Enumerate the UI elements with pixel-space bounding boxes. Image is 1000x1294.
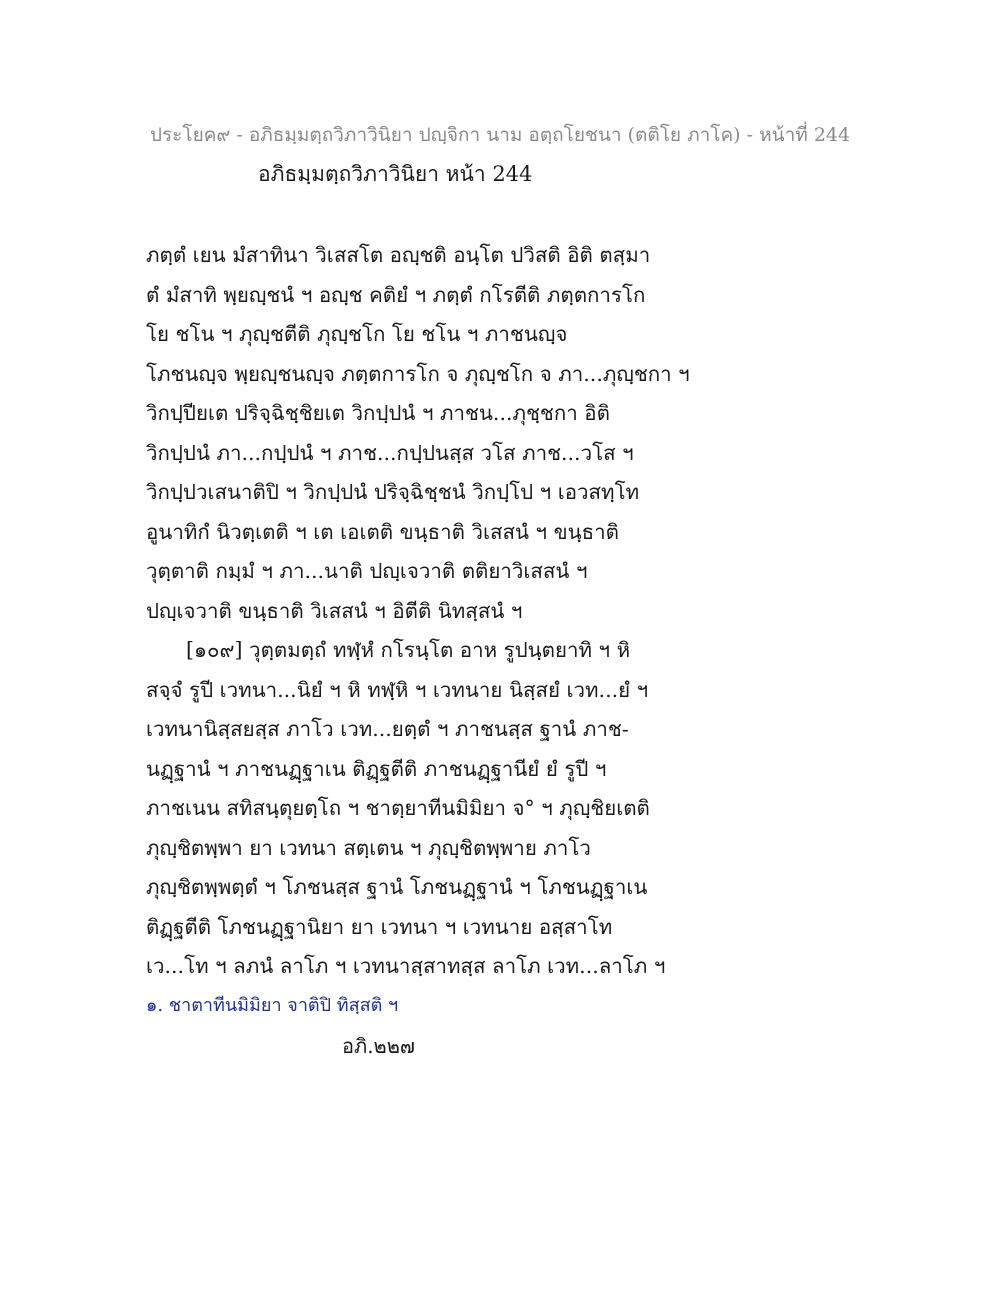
page-title: อภิธมฺมตฺถวิภาวินิยา หน้า 244 xyxy=(258,162,533,186)
text-line: ภตฺตํ เยน มํสาทินา วิเสสโต อญฺชติ อนฺโต ปวิสติ อิติ ตสฺมา xyxy=(146,243,651,267)
body-text xyxy=(146,236,706,987)
footnote: ๑. ชาตาทีนมิมิยา จาติปิ ทิสฺสติ ฯ xyxy=(146,995,399,1016)
text-line: วิกปฺปนํ ภา...กปฺปนํ ฯ ภาช...กปฺปนสฺส วโส ภาช...วโส ฯ xyxy=(146,440,634,465)
text-line: วุตฺตาติ กมฺมํ ฯ ภา...นาติ ปญฺเจวาติ ตติยาวิเสสนํ ฯ xyxy=(146,559,588,583)
text-line: เวทนานิสฺสยสฺส ภาโว เวท...ยตฺตํ ฯ ภาชนสฺส ฐานํ ภาช- xyxy=(146,717,629,741)
text-line: โย ชโน ฯ ภุญฺชตีติ ภุญฺชโก โย ชโน ฯ ภาชนญฺจ xyxy=(146,322,568,346)
text-line: นฏฺฐานํ ฯ ภาชนฏฺฐาเน ติฏฺฐตีติ ภาชนฏฺฐานียํ ยํ รูปี ฯ xyxy=(146,756,607,781)
text-line: วิกปฺปียเต ปริจฺฉิชฺชิยเต วิกปฺปนํ ฯ ภาชน...ภุชฺชกา อิติ xyxy=(146,401,610,425)
running-header: ประโยค๙ - อภิธมฺมตฺถวิภาวินิยา ปญฺจิกา นาม อตฺถโยชนา (ตติโย ภาโค) - หน้าที่ 244 xyxy=(149,124,851,146)
page-reference: อภิ.๒๒๗ xyxy=(342,1034,415,1058)
text-line: วิกปฺปวเสนาติปิ ฯ วิกปฺปนํ ปริจฺฉิชฺชนํ วิกปฺโป ฯ เอวสทฺโท xyxy=(146,480,640,504)
text-line: ตํ มํสาทิ พฺยญฺชนํ ฯ อญฺช คติยํ ฯ ภตฺตํ กโรตีติ ภตฺตการโก xyxy=(146,282,646,307)
text-line: ติฏฺฐตีติ โภชนฏฺฐานิยา ยา เวทนา ฯ เวทนาย อสฺสาโท xyxy=(146,914,613,939)
text-line: ภุญฺชิตพฺพา ยา เวทนา สตฺเตน ฯ ภุญฺชิตพฺพาย ภาโว xyxy=(146,835,591,860)
text-line: สจฺจํ รูปี เวทนา...นิยํ ฯ หิ ทฬฺหิ ฯ เวทนาย นิสฺสยํ เวท...ยํ ฯ xyxy=(146,677,649,702)
text-line: ภาชเนน สทิสนฺตุยตฺโถ ฯ ชาตฺยาทีนมิมิยา จ° ฯ ภุญฺชิยเตติ xyxy=(146,796,650,820)
text-line: ปญฺเจวาติ ขนฺธาติ วิเสสนํ ฯ อิตีติ นิทสฺสนํ ฯ xyxy=(146,598,523,623)
text-line: โภชนญฺจ พฺยญฺชนญฺจ ภตฺตการโก จ ภุญฺชโก จ ภา...ภุญฺชกา ฯ xyxy=(146,361,690,386)
paragraph-start-line: [๑๐๙] วุตฺตมตฺถํ ทฬฺหํ กโรนฺโต อาห รูปนฺตยาทิ ฯ หิ xyxy=(186,638,631,662)
text-line: เว...โท ฯ ลภนํ ลาโภ ฯ เวทนาสฺสาทสฺส ลาโภ เวท...ลาโภ ฯ xyxy=(146,954,666,978)
text-line: อูนาทิกํ นิวตฺเตติ ฯ เต เอเตติ ขนฺธาติ วิเสสนํ ฯ ขนฺธาติ xyxy=(146,519,619,544)
text-line: ภุญฺชิตพฺพตฺตํ ฯ โภชนสฺส ฐานํ โภชนฏฺฐานํ ฯ โภชนฏฺฐาเน xyxy=(146,875,648,899)
